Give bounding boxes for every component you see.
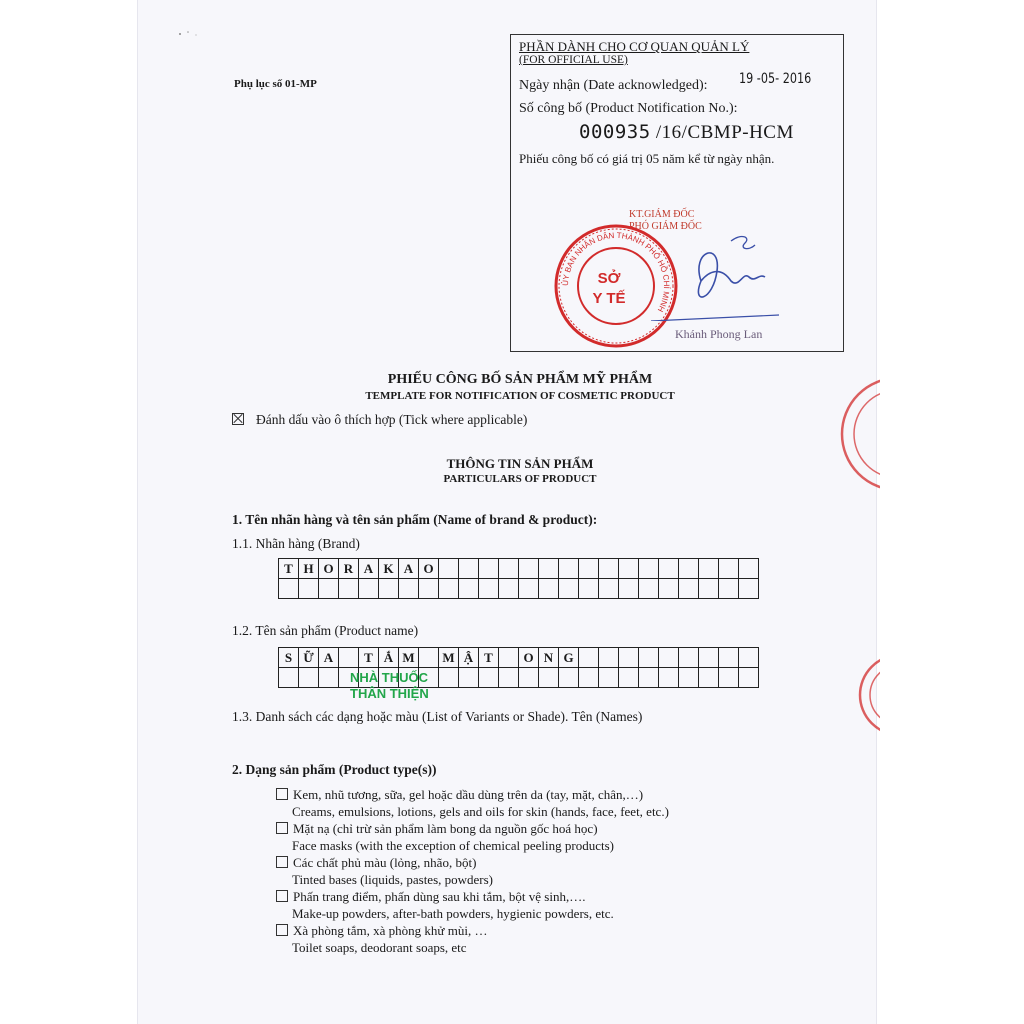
letter-cell[interactable] bbox=[539, 559, 559, 579]
letter-cell[interactable] bbox=[279, 668, 299, 688]
letter-cell[interactable] bbox=[299, 668, 319, 688]
letter-cell[interactable] bbox=[339, 579, 359, 599]
product-name-label: 1.2. Tên sản phẩm (Product name) bbox=[232, 623, 419, 638]
brand-label: 1.1. Nhãn hàng (Brand) bbox=[232, 536, 360, 551]
letter-cell[interactable]: S bbox=[279, 648, 299, 668]
letter-cell[interactable] bbox=[739, 648, 759, 668]
section-title: THÔNG TIN SẢN PHẨM bbox=[446, 456, 594, 471]
letter-cell[interactable] bbox=[479, 579, 499, 599]
letter-cell[interactable]: Ữ bbox=[299, 648, 319, 668]
letter-cell[interactable] bbox=[739, 668, 759, 688]
letter-cell[interactable]: A bbox=[359, 559, 379, 579]
product-type-option[interactable] bbox=[276, 820, 614, 854]
letter-cell[interactable] bbox=[719, 668, 739, 688]
edge-seal-top bbox=[836, 372, 880, 502]
checkbox-icon[interactable] bbox=[276, 788, 288, 800]
form-title: PHIẾU CÔNG BỐ SẢN PHẨM MỸ PHẨM bbox=[387, 372, 653, 387]
letter-cell[interactable]: O bbox=[419, 559, 439, 579]
section-title-en: PARTICULARS OF PRODUCT bbox=[443, 473, 597, 485]
checkbox-icon[interactable] bbox=[276, 856, 288, 868]
letter-cell[interactable] bbox=[659, 668, 679, 688]
letter-cell[interactable]: A bbox=[319, 648, 339, 668]
letter-cell[interactable] bbox=[699, 579, 719, 599]
letter-cell[interactable] bbox=[279, 579, 299, 599]
signature bbox=[631, 211, 781, 321]
letter-cell[interactable] bbox=[559, 579, 579, 599]
section1-heading: 1. Tên nhãn hàng và tên sản phẩm (Name of brand & product): bbox=[232, 512, 598, 527]
letter-cell[interactable] bbox=[659, 559, 679, 579]
seal-ring-text: ỦY BAN NHÂN DÂN THÀNH PHỐ HỒ CHÍ MINH bbox=[560, 230, 672, 314]
letter-cell[interactable]: K bbox=[379, 559, 399, 579]
letter-cell[interactable] bbox=[319, 668, 339, 688]
letter-cell[interactable] bbox=[719, 579, 739, 599]
letter-cell[interactable] bbox=[299, 579, 319, 599]
section2-heading: 2. Dạng sản phẩm (Product type(s)) bbox=[232, 762, 437, 777]
signer-name: Khánh Phong Lan bbox=[675, 327, 763, 341]
letter-cell[interactable]: Ậ bbox=[459, 648, 479, 668]
option-en: Face masks (with the exception of chemical peeling products) bbox=[292, 838, 615, 853]
watermark-line2: THÂN THIỆN bbox=[350, 686, 429, 701]
letter-cell[interactable] bbox=[379, 579, 399, 599]
seal-center-line2: Y TẾ bbox=[592, 290, 626, 307]
option-vn: Các chất phủ màu (lỏng, nhão, bột) bbox=[293, 855, 477, 870]
letter-cell[interactable] bbox=[499, 579, 519, 599]
checkbox-icon[interactable] bbox=[276, 890, 288, 902]
letter-cell[interactable] bbox=[479, 668, 499, 688]
letter-cell[interactable] bbox=[699, 559, 719, 579]
letter-cell[interactable] bbox=[579, 668, 599, 688]
letter-cell[interactable] bbox=[439, 559, 459, 579]
director-title-line2: PHÓ GIÁM ĐỐC bbox=[629, 221, 702, 232]
letter-cell[interactable] bbox=[559, 668, 579, 688]
variants-label: 1.3. Danh sách các dạng hoặc màu (List of Variants or Shade). Tên (Names) bbox=[232, 709, 643, 724]
letter-cell[interactable]: G bbox=[559, 648, 579, 668]
product-type-option[interactable] bbox=[276, 854, 493, 888]
letter-cell[interactable]: T bbox=[359, 648, 379, 668]
form-title-en: TEMPLATE FOR NOTIFICATION OF COSMETIC PRODUCT bbox=[365, 390, 675, 402]
letter-cell[interactable] bbox=[419, 579, 439, 599]
edge-seal-bottom bbox=[852, 650, 880, 740]
notification-number-label: Số công bố (Product Notification No.): bbox=[519, 101, 738, 116]
letter-cell[interactable] bbox=[619, 579, 639, 599]
letter-cell[interactable] bbox=[459, 559, 479, 579]
letter-cell[interactable] bbox=[499, 648, 519, 668]
notification-number bbox=[579, 121, 794, 144]
letter-cell[interactable] bbox=[439, 668, 459, 688]
letter-cell[interactable] bbox=[619, 559, 639, 579]
letter-cell[interactable]: Ắ bbox=[379, 648, 399, 668]
letter-cell[interactable] bbox=[679, 559, 699, 579]
letter-cell[interactable] bbox=[499, 668, 519, 688]
letter-cell[interactable] bbox=[699, 648, 719, 668]
letter-cell[interactable] bbox=[659, 648, 679, 668]
letter-cell[interactable] bbox=[719, 648, 739, 668]
letter-cell[interactable] bbox=[679, 579, 699, 599]
letter-cell[interactable] bbox=[719, 559, 739, 579]
official-use-box bbox=[510, 34, 844, 352]
letter-cell[interactable] bbox=[579, 648, 599, 668]
checkbox-icon[interactable] bbox=[276, 924, 288, 936]
letter-cell[interactable]: M bbox=[399, 648, 419, 668]
letter-cell[interactable] bbox=[639, 579, 659, 599]
notification-number-suffix: /16/CBMP-HCM bbox=[655, 122, 794, 143]
letter-cell[interactable] bbox=[439, 579, 459, 599]
letter-cell[interactable] bbox=[739, 579, 759, 599]
product-type-option[interactable] bbox=[276, 786, 669, 820]
letter-cell[interactable] bbox=[519, 668, 539, 688]
letter-cell[interactable] bbox=[459, 579, 479, 599]
letter-cell[interactable] bbox=[339, 648, 359, 668]
tick-instruction-text: Đánh dấu vào ô thích hợp (Tick where applicable) bbox=[256, 412, 528, 427]
letter-cell[interactable] bbox=[399, 579, 419, 599]
validity-note: Phiếu công bố có giá trị 05 năm kể từ ngày nhận. bbox=[519, 151, 775, 166]
tick-instruction bbox=[232, 412, 527, 428]
letter-cell[interactable]: N bbox=[539, 648, 559, 668]
letter-cell[interactable] bbox=[579, 559, 599, 579]
letter-cell[interactable]: H bbox=[299, 559, 319, 579]
letter-cell[interactable] bbox=[579, 579, 599, 599]
letter-cell[interactable]: T bbox=[279, 559, 299, 579]
option-vn: Phấn trang điểm, phấn dùng sau khi tắm, bột vệ sinh,…. bbox=[293, 889, 586, 904]
letter-cell[interactable] bbox=[639, 668, 659, 688]
paper-speck bbox=[176, 28, 206, 40]
option-en: Creams, emulsions, lotions, gels and oils for skin (hands, face, feet, etc.) bbox=[292, 804, 669, 819]
letter-cell[interactable]: M bbox=[439, 648, 459, 668]
pharmacy-watermark bbox=[350, 670, 429, 702]
seal-center-line1: SỞ bbox=[597, 270, 621, 287]
letter-cell[interactable] bbox=[659, 579, 679, 599]
date-acknowledged-value: 19 -05- 2016 bbox=[739, 71, 812, 87]
letter-cell[interactable] bbox=[639, 559, 659, 579]
letter-cell[interactable] bbox=[679, 668, 699, 688]
letter-cell[interactable] bbox=[539, 668, 559, 688]
watermark-line1: NHÀ THUỐC bbox=[350, 670, 428, 685]
letter-cell[interactable]: A bbox=[399, 559, 419, 579]
letter-cell[interactable]: T bbox=[479, 648, 499, 668]
letter-cell[interactable] bbox=[619, 648, 639, 668]
option-en: Toilet soaps, deodorant soaps, etc bbox=[292, 940, 467, 955]
letter-cell[interactable]: O bbox=[319, 559, 339, 579]
letter-cell[interactable] bbox=[639, 648, 659, 668]
letter-cell[interactable] bbox=[359, 579, 379, 599]
letter-cell[interactable] bbox=[679, 648, 699, 668]
letter-cell[interactable]: R bbox=[339, 559, 359, 579]
official-use-heading-en: (FOR OFFICIAL USE) bbox=[519, 54, 628, 66]
date-acknowledged-label: Ngày nhận (Date acknowledged): bbox=[519, 78, 708, 93]
letter-cell[interactable] bbox=[599, 559, 619, 579]
letter-cell[interactable] bbox=[599, 648, 619, 668]
letter-cell[interactable] bbox=[619, 668, 639, 688]
crossed-box-icon bbox=[232, 413, 244, 425]
official-use-heading: PHẦN DÀNH CHO CƠ QUAN QUẢN LÝ bbox=[519, 39, 750, 54]
brand-grid[interactable] bbox=[278, 558, 759, 599]
letter-cell[interactable] bbox=[519, 559, 539, 579]
letter-cell[interactable] bbox=[559, 559, 579, 579]
letter-cell[interactable] bbox=[599, 579, 619, 599]
option-vn: Mặt nạ (chỉ trừ sản phẩm làm bong da nguồn gốc hoá học) bbox=[293, 821, 598, 836]
letter-cell[interactable] bbox=[419, 648, 439, 668]
letter-cell[interactable] bbox=[479, 559, 499, 579]
option-en: Tinted bases (liquids, pastes, powders) bbox=[292, 872, 494, 887]
product-type-option[interactable] bbox=[276, 888, 614, 922]
notification-number-stamped: 000935 bbox=[579, 121, 651, 143]
annex-label: Phụ lục số 01-MP bbox=[234, 78, 317, 90]
letter-cell[interactable] bbox=[599, 668, 619, 688]
letter-cell[interactable] bbox=[459, 668, 479, 688]
letter-cell[interactable] bbox=[539, 579, 559, 599]
letter-cell[interactable] bbox=[699, 668, 719, 688]
option-en: Make-up powders, after-bath powders, hygienic powders, etc. bbox=[292, 906, 614, 921]
letter-cell[interactable] bbox=[739, 559, 759, 579]
letter-cell[interactable] bbox=[319, 579, 339, 599]
option-vn: Kem, nhũ tương, sữa, gel hoặc dầu dùng trên da (tay, mặt, chân,…) bbox=[293, 787, 644, 802]
director-title-line1: KT.GIÁM ĐỐC bbox=[629, 209, 695, 220]
letter-cell[interactable]: O bbox=[519, 648, 539, 668]
checkbox-icon[interactable] bbox=[276, 822, 288, 834]
letter-cell[interactable] bbox=[499, 559, 519, 579]
option-vn: Xà phòng tắm, xà phòng khử mùi, … bbox=[293, 923, 488, 938]
product-type-option[interactable] bbox=[276, 922, 487, 956]
letter-cell[interactable] bbox=[519, 579, 539, 599]
